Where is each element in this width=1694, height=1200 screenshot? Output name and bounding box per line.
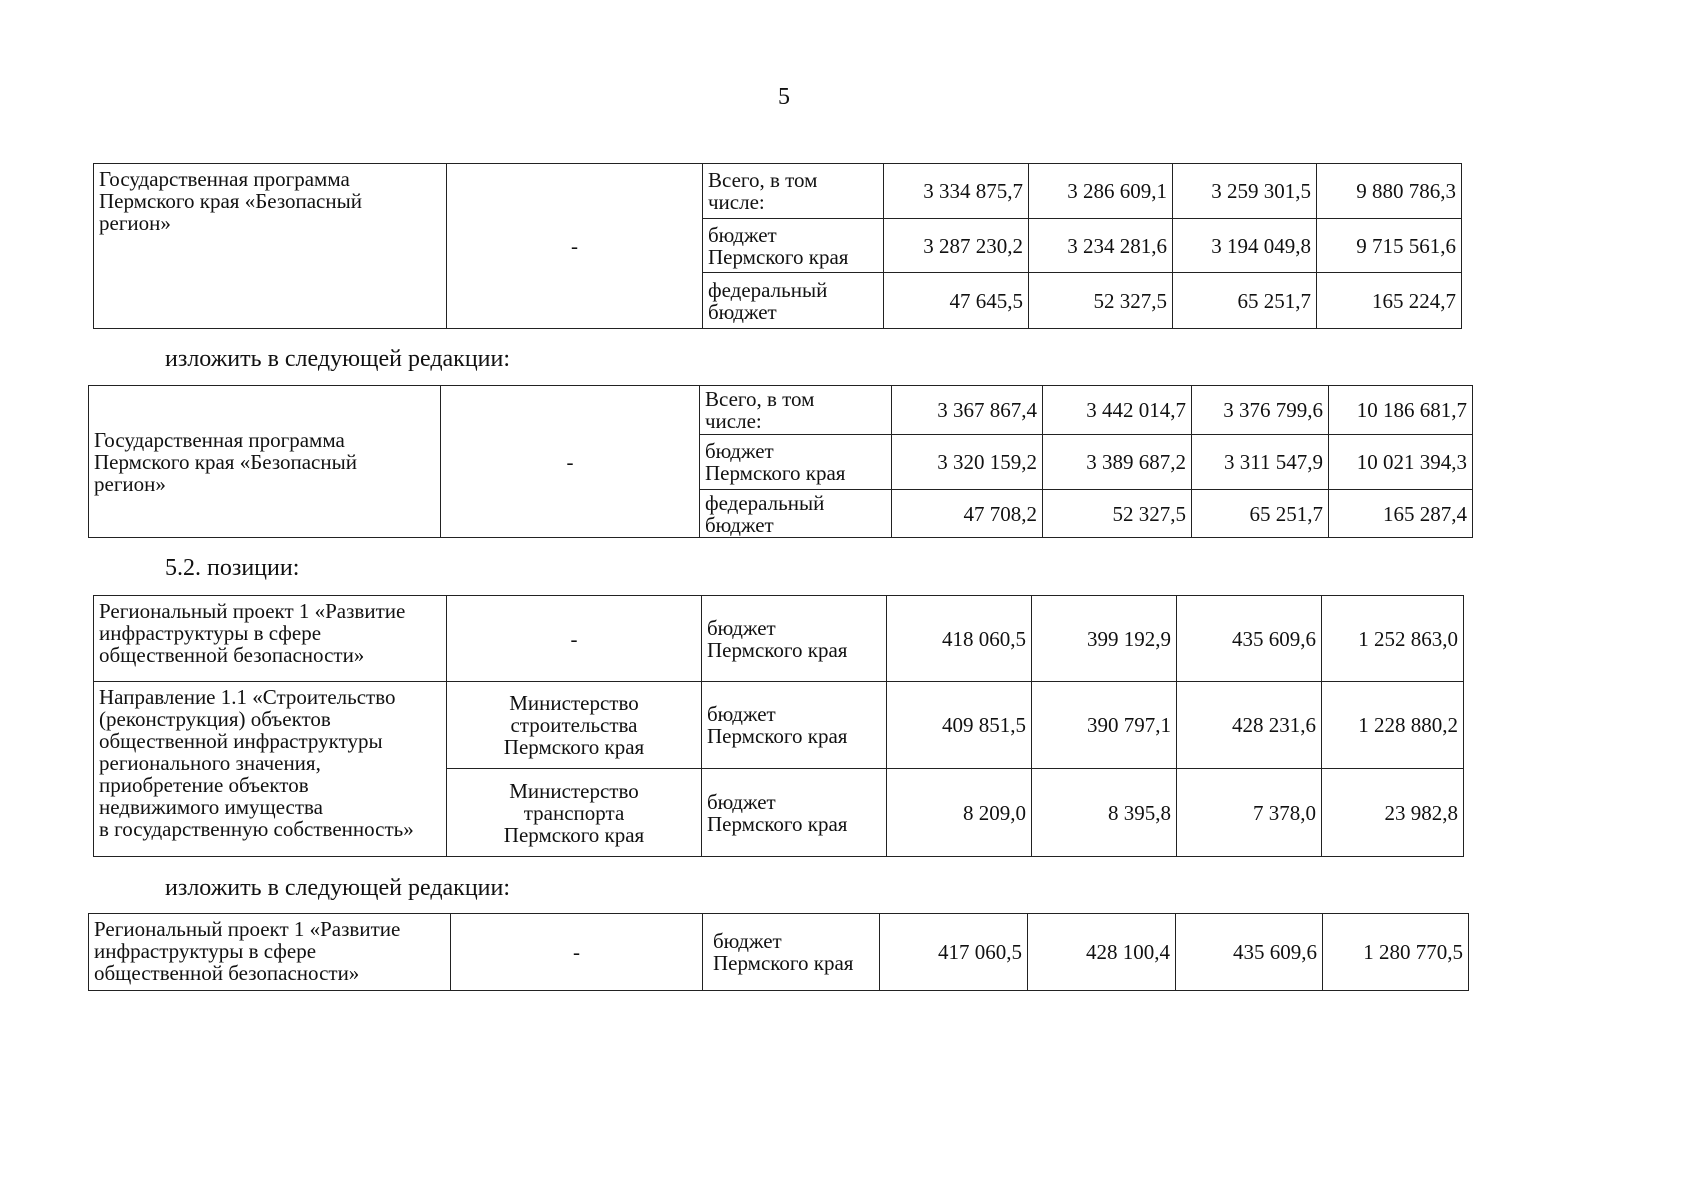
name-line: Региональный проект 1 «Развитие (94, 917, 401, 941)
source-line: Пермского края (707, 811, 848, 836)
source-cell (703, 219, 884, 273)
value-cell: 23 982,8 (1322, 769, 1464, 857)
source-line: федеральный (705, 490, 825, 515)
name-line: приобретение объектов (99, 773, 309, 797)
value-cell: 3 286 609,1 (1029, 164, 1173, 219)
value-cell: 418 060,5 (887, 596, 1032, 682)
source-line: Пермского края (707, 724, 848, 748)
source-line: бюджет (707, 702, 776, 726)
value-cell: 428 100,4 (1028, 914, 1176, 991)
value-cell: 3 194 049,8 (1173, 219, 1317, 273)
value-cell: 3 234 281,6 (1029, 219, 1173, 273)
executor-cell: - (451, 914, 703, 991)
name-line: регионального значения, (99, 751, 321, 775)
source-line: бюджет (707, 789, 776, 814)
name-line: Государственная программа (94, 427, 345, 452)
value-cell: 165 224,7 (1317, 273, 1462, 329)
name-line: (реконструкция) объектов (99, 707, 331, 731)
executor-cell: - (447, 596, 702, 682)
table-row (94, 682, 1464, 769)
source-line: Всего, в том (708, 168, 818, 192)
value-cell: 3 334 875,7 (884, 164, 1029, 219)
executor-cell: - (447, 164, 703, 329)
paragraph-positions: 5.2. позиции: (165, 555, 300, 581)
name-line: регион» (94, 471, 166, 496)
value-cell: 409 851,5 (887, 682, 1032, 769)
value-cell: 390 797,1 (1032, 682, 1177, 769)
program-name-cell (94, 164, 447, 329)
project-table-new (88, 913, 1469, 991)
value-cell: 1 252 863,0 (1322, 596, 1464, 682)
project-table-old (93, 595, 1464, 857)
value-cell: 435 609,6 (1177, 596, 1322, 682)
name-line: Региональный проект 1 «Развитие (99, 599, 406, 623)
source-cell (700, 386, 892, 435)
value-cell: 9 715 561,6 (1317, 219, 1462, 273)
value-cell: 1 280 770,5 (1323, 914, 1469, 991)
value-cell: 10 021 394,3 (1329, 435, 1473, 490)
source-line: бюджет (713, 929, 782, 953)
value-cell: 3 367 867,4 (892, 386, 1043, 435)
program-name-cell (89, 386, 441, 538)
value-cell: 52 327,5 (1029, 273, 1173, 329)
source-line: Пермского края (708, 244, 849, 269)
name-line: общественной инфраструктуры (99, 729, 383, 753)
page-number: 5 (778, 84, 790, 110)
name-line: Направление 1.1 «Строительство (99, 685, 396, 709)
value-cell: 47 645,5 (884, 273, 1029, 329)
source-cell (702, 769, 887, 857)
table-row (94, 596, 1464, 682)
source-line: бюджет (708, 222, 777, 247)
source-line: бюджет (705, 439, 774, 463)
name-line: общественной безопасности» (99, 643, 365, 667)
source-line: бюджет (708, 299, 777, 324)
direction-name-cell (94, 682, 447, 857)
value-cell: 8 395,8 (1032, 769, 1177, 857)
source-line: Пермского края (713, 951, 854, 975)
executor-line: строительства (510, 713, 638, 737)
value-cell: 3 259 301,5 (1173, 164, 1317, 219)
budget-table-new (88, 385, 1473, 538)
name-line: в государственную собственность» (99, 817, 414, 841)
source-line: числе: (705, 409, 762, 433)
value-cell: 7 378,0 (1177, 769, 1322, 857)
source-cell (703, 164, 884, 219)
paragraph-new-edition-2: изложить в следующей редакции: (165, 875, 511, 901)
source-cell (703, 914, 880, 991)
name-line: инфраструктуры в сфере (99, 621, 322, 645)
executor-line: Пермского края (503, 735, 645, 759)
source-cell (703, 273, 884, 329)
name-line: Пермского края «Безопасный (99, 189, 362, 213)
executor-line: Министерство (509, 778, 639, 803)
value-cell: 65 251,7 (1173, 273, 1317, 329)
value-cell: 9 880 786,3 (1317, 164, 1462, 219)
name-line: недвижимого имущества (99, 795, 323, 819)
source-line: Пермского края (707, 637, 848, 662)
source-line: Всего, в том (705, 387, 815, 411)
executor-line: Пермского края (503, 822, 645, 847)
value-cell: 3 389 687,2 (1043, 435, 1192, 490)
table-row (89, 914, 1469, 991)
value-cell: 428 231,6 (1177, 682, 1322, 769)
budget-table-old (93, 163, 1462, 329)
source-line: бюджет (707, 615, 776, 640)
value-cell: 165 287,4 (1329, 490, 1473, 538)
value-cell: 435 609,6 (1176, 914, 1323, 991)
paragraph-new-edition: изложить в следующей редакции: (165, 346, 511, 372)
name-line: общественной безопасности» (94, 961, 360, 985)
value-cell: 3 311 547,9 (1192, 435, 1329, 490)
source-cell (700, 435, 892, 490)
value-cell: 52 327,5 (1043, 490, 1192, 538)
source-line: бюджет (705, 512, 774, 537)
value-cell: 3 320 159,2 (892, 435, 1043, 490)
name-line: Пермского края «Безопасный (94, 449, 357, 474)
value-cell: 65 251,7 (1192, 490, 1329, 538)
executor-line: транспорта (523, 800, 625, 825)
name-line: инфраструктуры в сфере (94, 939, 317, 963)
value-cell: 399 192,9 (1032, 596, 1177, 682)
value-cell: 47 708,2 (892, 490, 1043, 538)
source-line: числе: (708, 190, 765, 214)
value-cell: 3 376 799,6 (1192, 386, 1329, 435)
source-line: Пермского края (705, 461, 846, 485)
source-cell (702, 682, 887, 769)
source-cell (700, 490, 892, 538)
value-cell: 3 442 014,7 (1043, 386, 1192, 435)
executor-line: Министерство (509, 691, 639, 715)
name-line: регион» (99, 211, 171, 235)
source-cell (702, 596, 887, 682)
value-cell: 8 209,0 (887, 769, 1032, 857)
value-cell: 417 060,5 (880, 914, 1028, 991)
value-cell: 3 287 230,2 (884, 219, 1029, 273)
value-cell: 1 228 880,2 (1322, 682, 1464, 769)
executor-cell (447, 769, 702, 857)
value-cell: 10 186 681,7 (1329, 386, 1473, 435)
executor-cell: - (441, 386, 700, 538)
table-row (89, 386, 1473, 435)
executor-cell (447, 682, 702, 769)
table-row (94, 164, 1462, 219)
project-name-cell (89, 914, 451, 991)
project-name-cell (94, 596, 447, 682)
source-line: федеральный (708, 277, 828, 302)
name-line: Государственная программа (99, 167, 350, 191)
